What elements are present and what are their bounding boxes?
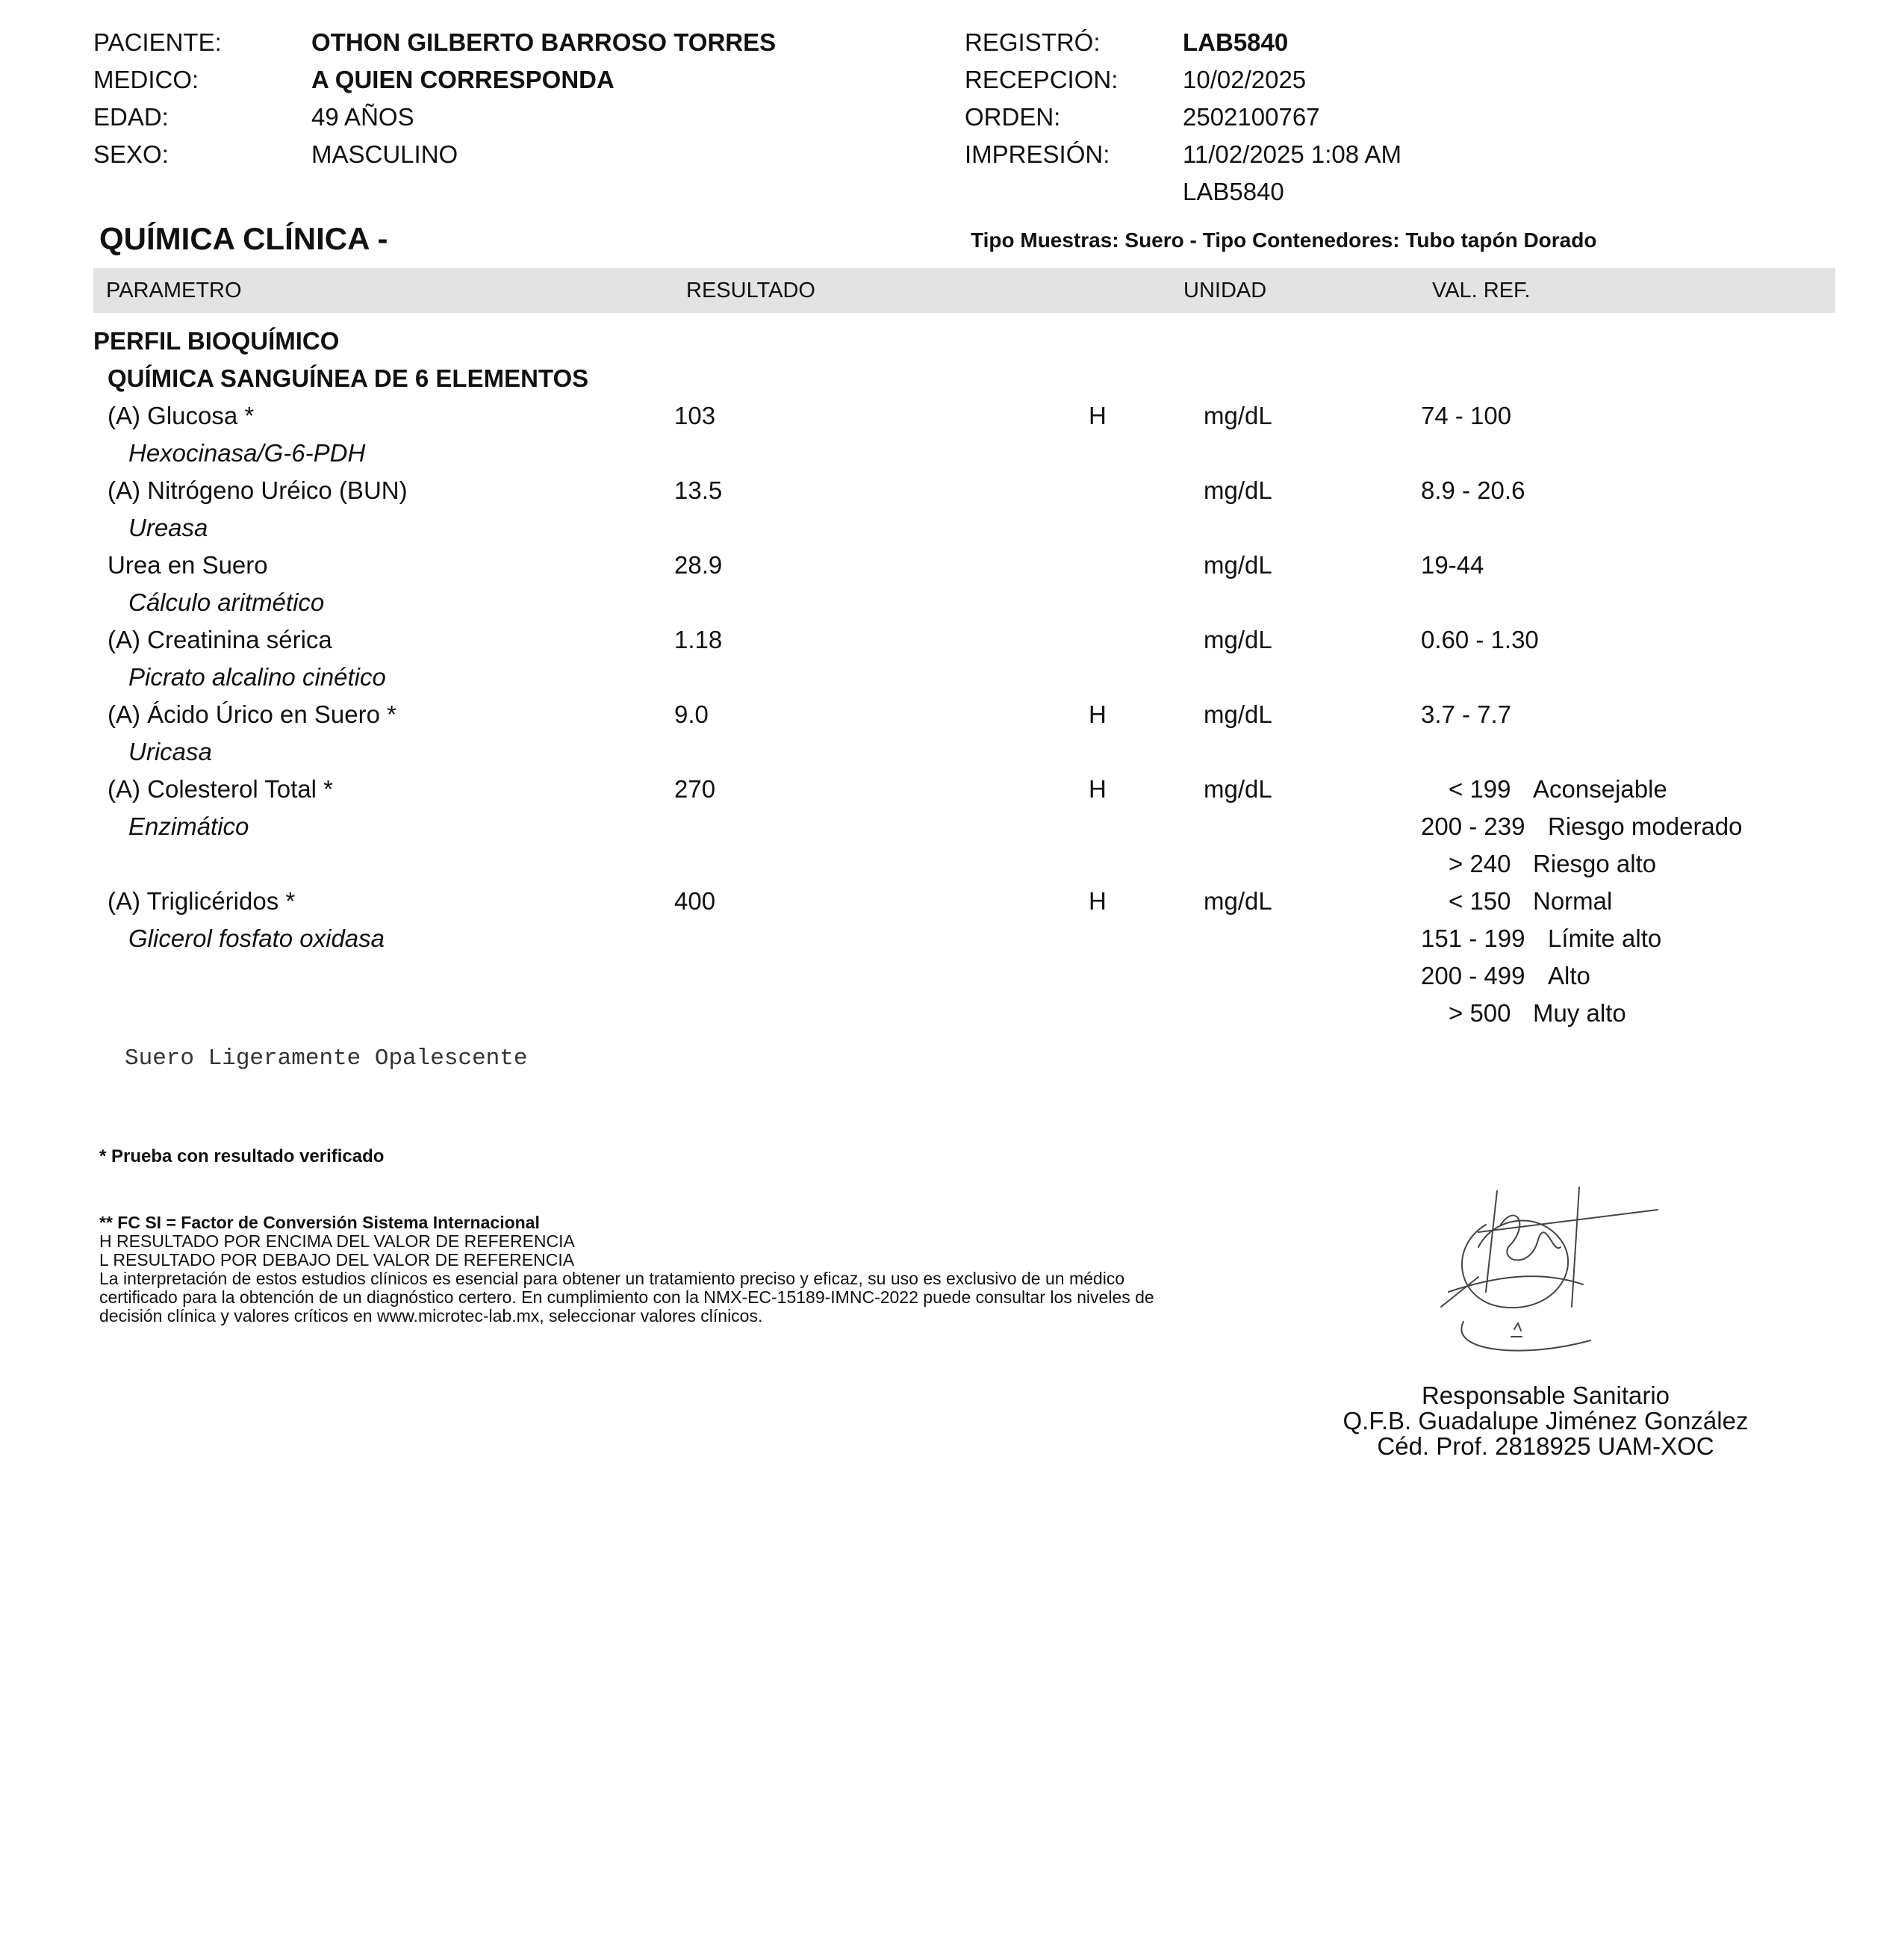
registered-label: REGISTRÓ: [965, 28, 1101, 56]
param-method: Cálculo aritmético [128, 588, 325, 616]
param-name: (A) Glucosa * [108, 402, 255, 429]
ref-range: 151 - 199 [1421, 924, 1525, 952]
footer-line: H RESULTADO POR ENCIMA DEL VALOR DE REFERENCIA [99, 1231, 575, 1251]
print-label: IMPRESIÓN: [965, 140, 1110, 168]
doctor-label: MEDICO: [93, 66, 199, 93]
ref-range: < 150 [1449, 887, 1511, 915]
group-title: QUÍMICA SANGUÍNEA DE 6 ELEMENTOS [108, 364, 589, 392]
high-flag: H [1089, 775, 1107, 803]
ref-label: Riesgo alto [1533, 850, 1657, 877]
signer-license: Céd. Prof. 2818925 UAM-XOC [1377, 1432, 1714, 1460]
footer-line: L RESULTADO POR DEBAJO DEL VALOR DE REFERENCIA [99, 1250, 575, 1269]
header-resultado: RESULTADO [686, 279, 815, 302]
header-val-ref: VAL. REF. [1432, 279, 1531, 302]
ref-label: Normal [1533, 887, 1613, 915]
param-method: Uricasa [128, 738, 212, 765]
order-value: 2502100767 [1183, 103, 1320, 131]
ref-range: > 500 [1449, 999, 1511, 1027]
ref-label: Límite alto [1548, 924, 1662, 952]
ref-label: Alto [1548, 962, 1590, 989]
table-header [93, 268, 1835, 313]
header-unidad: UNIDAD [1183, 279, 1267, 302]
result-value: 103 [674, 402, 716, 429]
age-value: 49 AÑOS [311, 103, 414, 131]
ref-range: > 240 [1449, 850, 1511, 877]
param-name: (A) Nitrógeno Uréico (BUN) [108, 476, 408, 504]
sex-label: SEXO: [93, 140, 169, 168]
unit: mg/dL [1204, 700, 1272, 728]
ref-range: < 199 [1449, 775, 1511, 803]
doctor-name: A QUIEN CORRESPONDA [311, 66, 615, 93]
signer-block [1337, 1383, 1755, 1459]
patient-name: OTHON GILBERTO BARROSO TORRES [311, 28, 777, 56]
param-method: Glicerol fosfato oxidasa [128, 924, 385, 952]
sample-note: Suero Ligeramente Opalescente [125, 1045, 528, 1072]
header-parametro: PARAMETRO [106, 279, 242, 302]
result-value: 13.5 [674, 476, 723, 504]
registered-value: LAB5840 [1183, 28, 1289, 56]
result-value: 28.9 [674, 551, 723, 579]
sample-info: Tipo Muestras: Suero - Tipo Contenedores: Tubo tapón Dorado [971, 229, 1597, 252]
reception-label: RECEPCION: [965, 66, 1119, 93]
param-name: (A) Creatinina sérica [108, 626, 332, 653]
ref-range: 200 - 239 [1421, 812, 1525, 840]
fc-note: ** FC SI = Factor de Conversión Sistema Internacional [99, 1213, 540, 1232]
sex-value: MASCULINO [311, 140, 458, 168]
print-value: 11/02/2025 1:08 AM [1183, 140, 1401, 168]
profile-title: PERFIL BIOQUÍMICO [93, 327, 340, 355]
reference-range: 74 - 100 [1421, 402, 1512, 429]
reception-value: 10/02/2025 [1183, 66, 1307, 93]
param-name: (A) Triglicéridos * [108, 887, 296, 915]
unit: mg/dL [1204, 775, 1272, 803]
reference-range: 3.7 - 7.7 [1421, 700, 1512, 728]
param-name: (A) Colesterol Total * [108, 775, 334, 803]
ref-label: Muy alto [1533, 999, 1626, 1027]
reference-range: 0.60 - 1.30 [1421, 626, 1539, 653]
high-flag: H [1089, 700, 1107, 728]
param-name: (A) Ácido Úrico en Suero * [108, 700, 396, 728]
param-method: Enzimático [128, 812, 249, 840]
unit: mg/dL [1204, 887, 1272, 915]
result-value: 9.0 [674, 700, 709, 728]
param-name: Urea en Suero [108, 551, 268, 579]
unit: mg/dL [1204, 476, 1272, 504]
footer-line: certificado para la obtención de un diagnóstico certero. En cumplimiento con la NMX-EC-15189-IMNC-2022 puede consultar los niveles de [99, 1287, 1154, 1307]
param-method: Hexocinasa/G-6-PDH [128, 439, 366, 467]
footer-notes [99, 1213, 1154, 1325]
handwritten-signature [1434, 1180, 1673, 1367]
ref-label: Riesgo moderado [1548, 812, 1743, 840]
reference-range: 8.9 - 20.6 [1421, 476, 1525, 504]
param-method: Ureasa [128, 514, 208, 541]
age-label: EDAD: [93, 103, 169, 131]
param-method: Picrato alcalino cinético [128, 663, 386, 691]
result-value: 400 [674, 887, 716, 915]
ref-label: Aconsejable [1533, 775, 1667, 803]
signer-title: Responsable Sanitario [1421, 1382, 1670, 1409]
footer-line: La interpretación de estos estudios clínicos es esencial para obtener un tratamiento preciso y eficaz, su uso es exclusivo de un médico [99, 1269, 1125, 1288]
patient-label: PACIENTE: [93, 28, 222, 56]
order-label: ORDEN: [965, 103, 1061, 131]
signer-name: Q.F.B. Guadalupe Jiménez González [1343, 1407, 1749, 1435]
verified-note: * Prueba con resultado verificado [99, 1146, 385, 1166]
ref-range: 200 - 499 [1421, 962, 1525, 989]
result-value: 270 [674, 775, 716, 803]
footer-line: decisión clínica y valores críticos en www.microtec-lab.mx, seleccionar valores clínicos. [99, 1306, 763, 1325]
lab-code-value: LAB5840 [1183, 178, 1284, 205]
section-title: QUÍMICA CLÍNICA - [99, 221, 388, 256]
unit: mg/dL [1204, 626, 1272, 653]
result-value: 1.18 [674, 626, 723, 653]
high-flag: H [1089, 887, 1107, 915]
unit: mg/dL [1204, 551, 1272, 579]
unit: mg/dL [1204, 402, 1272, 429]
reference-range: 19-44 [1421, 551, 1484, 579]
high-flag: H [1089, 402, 1107, 429]
